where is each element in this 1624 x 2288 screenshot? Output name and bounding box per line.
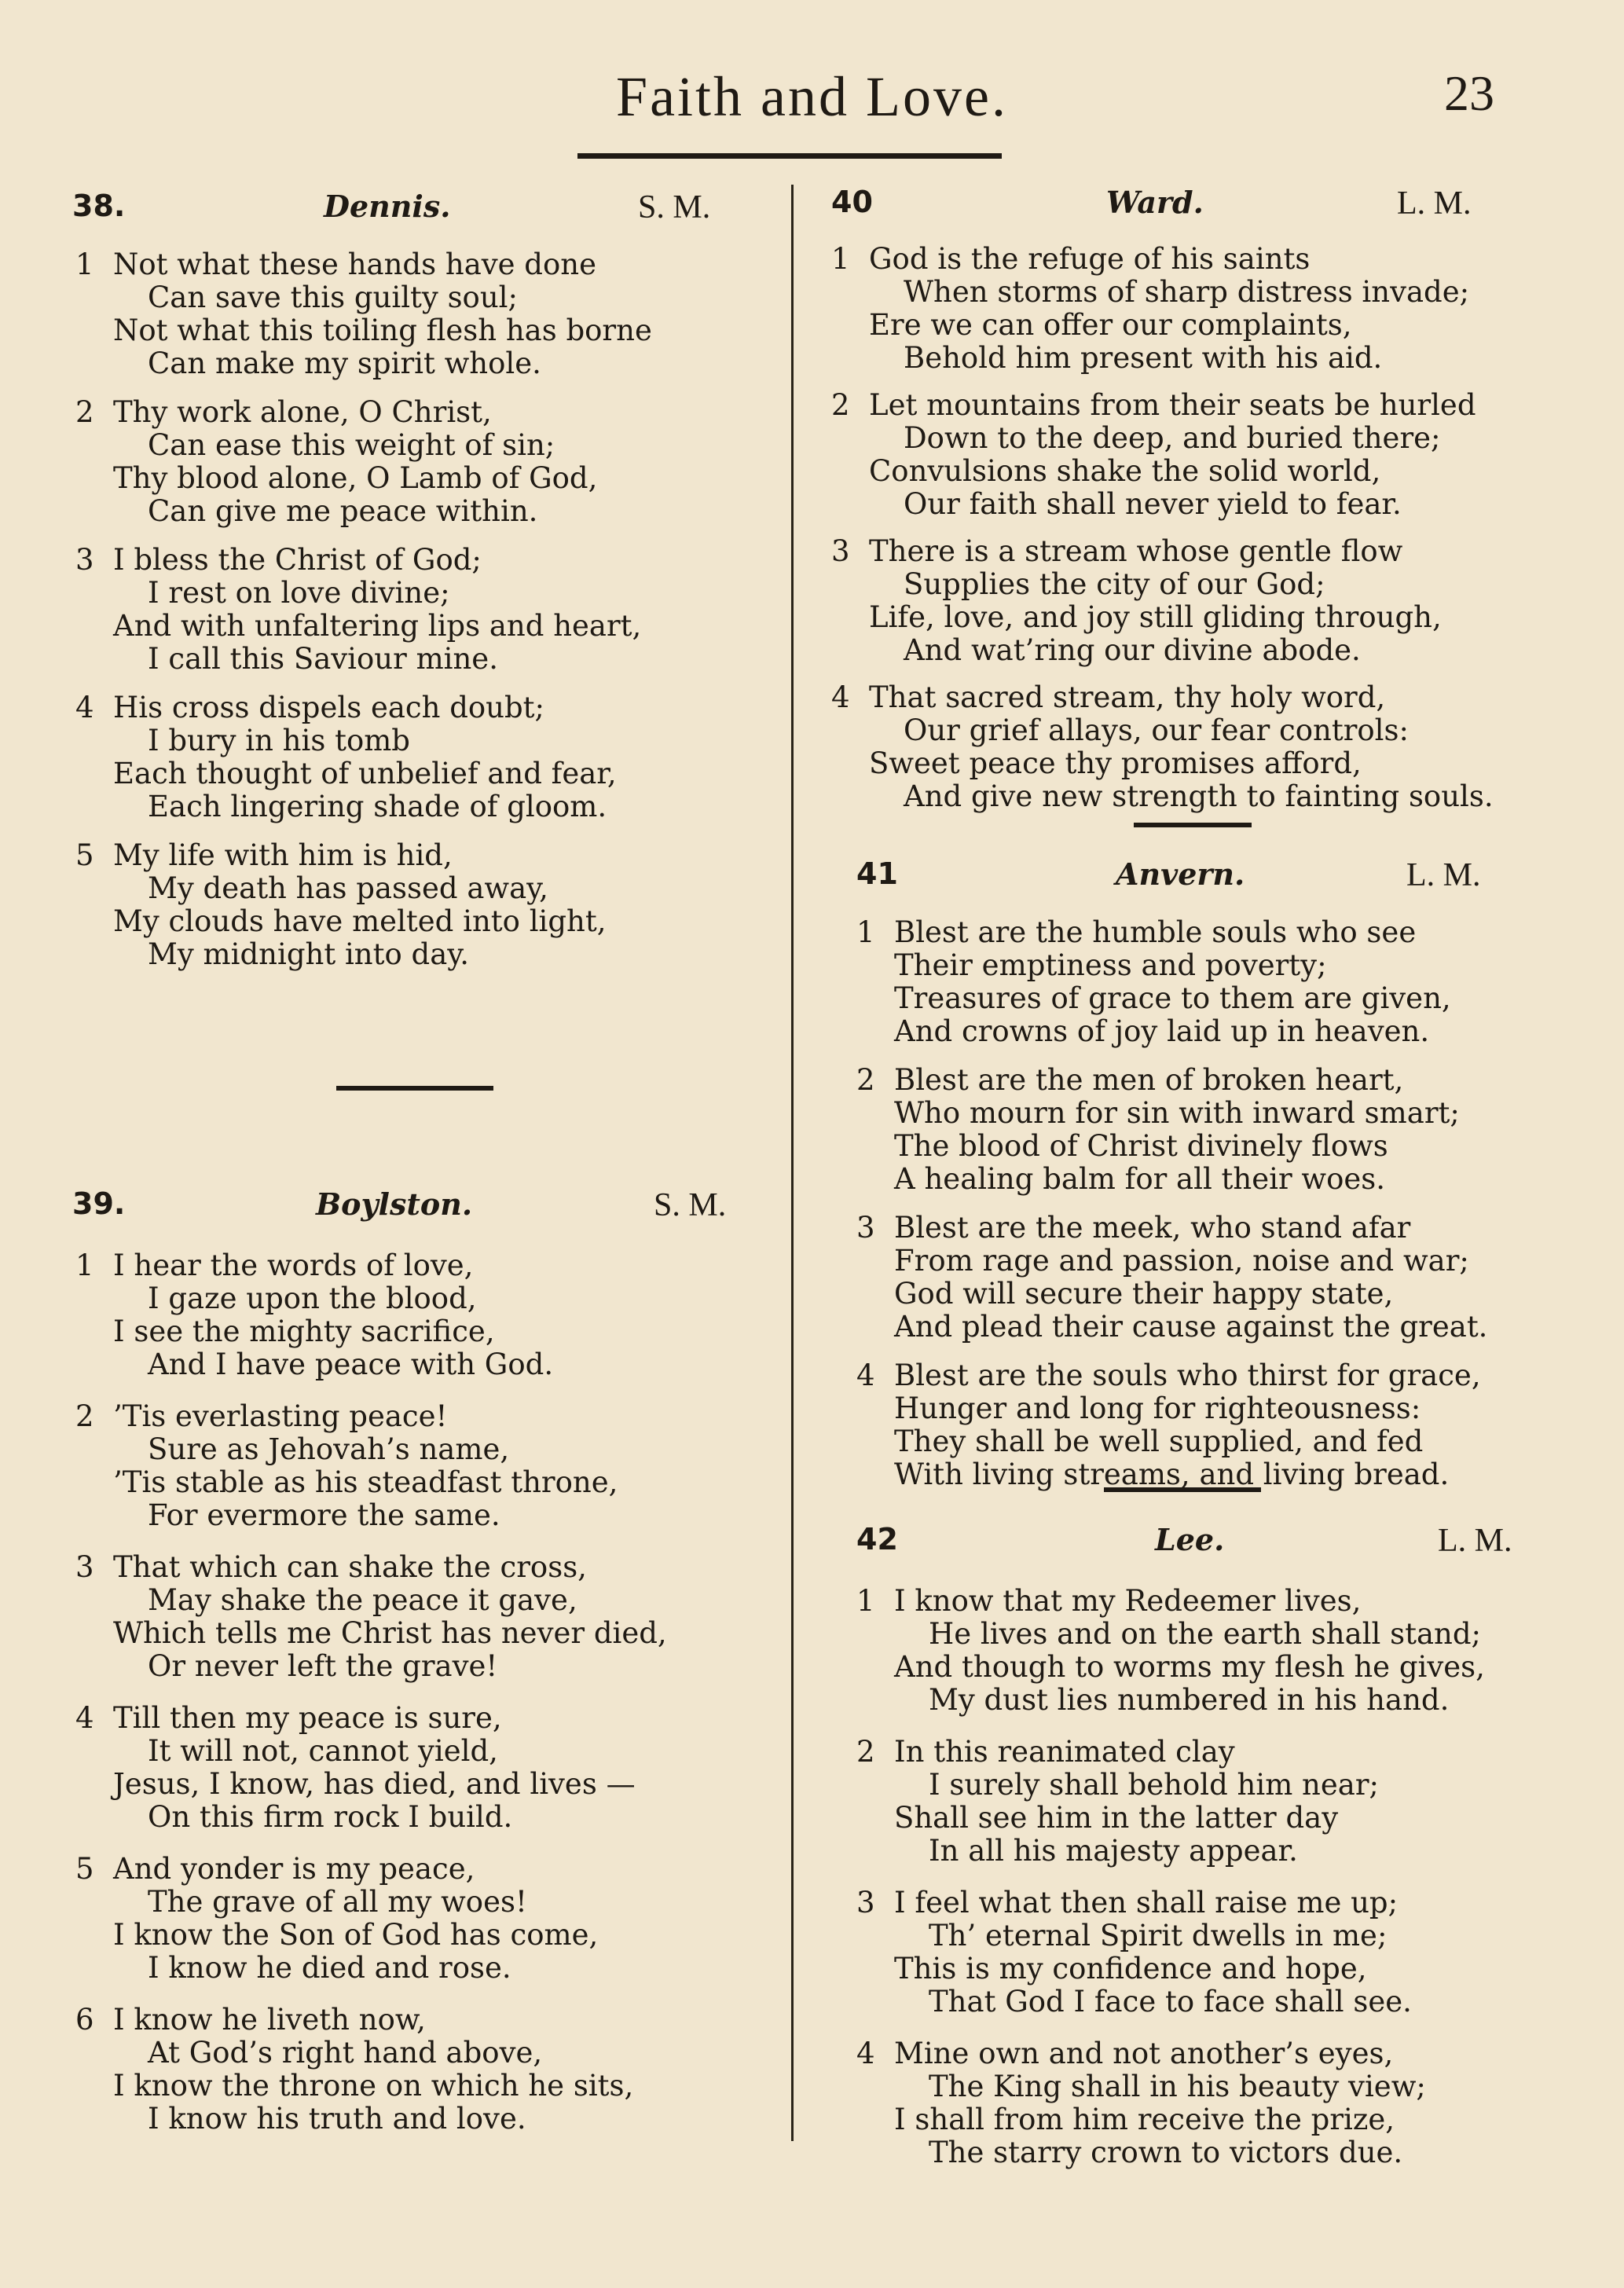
verse-text: There is a stream whose gentle flow [869,534,1403,568]
verse-text: I bless the Christ of God; [113,543,482,577]
verse-line [894,2103,1564,2136]
stanza [72,1249,764,1381]
verse-text: Thy work alone, O Christ, [113,395,492,429]
stanza-number: 3 [831,534,850,568]
verse-line [856,1735,1564,1769]
verse-line [894,1835,1564,1868]
verse-line [113,1584,764,1617]
verse-text: Who mourn for sin with inward smart; [894,1096,1460,1130]
verse-line [113,1801,764,1834]
stanza [72,691,748,823]
stanza-number: 6 [75,2003,94,2037]
verse-text: With living streams, and living bread. [894,1458,1450,1491]
verse-text: Or never left the grave! [148,1649,498,1683]
stanza [831,535,1538,667]
section-rule [1134,823,1252,827]
verse-line [869,747,1538,780]
stanza [72,396,748,528]
verse-line [113,1952,764,1985]
verse-text: Mine own and not another’s eyes, [894,2037,1394,2070]
verse-text: When storms of sharp distress invade; [904,275,1470,309]
verse-line [894,1802,1564,1835]
verse-text: I rest on love divine; [148,576,450,610]
tune-name: Dennis. [324,189,451,224]
verse-text: For evermore the same. [148,1498,500,1532]
verse-text: Sweet peace thy promises afford, [869,746,1362,780]
verse-line [75,1399,764,1433]
stanza-number: 2 [856,1735,875,1769]
verse-line [75,1550,764,1584]
verse-text: And with unfaltering lips and heart, [113,609,642,643]
verse-text: God is the refuge of his saints [869,242,1311,276]
stanza [856,1212,1564,1344]
stanza [856,1064,1564,1196]
hymn-number: 38. [72,189,126,223]
hymn-38 [72,189,748,971]
hymn-header [831,185,1538,229]
stanza-number: 3 [856,1211,875,1245]
verse-line [894,982,1564,1015]
verse-line [869,488,1538,521]
hymn-meter: L. M. [1397,185,1472,222]
verse-line [869,634,1538,667]
hymn-number: 39. [72,1186,126,1221]
verse-line [113,790,748,823]
verse-text: I hear the words of love, [113,1248,474,1282]
verse-text: Blest are the men of broken heart, [894,1063,1404,1097]
verse-line [113,2103,764,2136]
verse-line [113,1735,764,1768]
verse-text: The King shall in his beauty view; [929,2070,1426,2103]
verse-text: Can save this guilty soul; [148,280,518,314]
verse-text: Can give me peace within. [148,494,538,528]
verse-line [894,2136,1564,2169]
stanza-number: 4 [856,2037,875,2070]
stanza-number: 1 [75,248,94,281]
verse-line [856,915,1564,949]
verse-line [894,2070,1564,2103]
verse-line [75,1701,764,1735]
verse-text: Supplies the city of our God; [904,567,1325,601]
verse-line [856,2037,1564,2070]
verse-line [113,1499,764,1532]
verse-line [894,1245,1564,1278]
verse-line [113,2070,764,2103]
verse-text: Our grief allays, our fear controls: [904,713,1409,747]
section-rule [336,1086,493,1091]
verse-line [831,388,1538,422]
verse-text: Blest are the meek, who stand afar [894,1211,1411,1245]
verse-text: And wat’ring our divine abode. [904,633,1361,667]
verse-text: I know the Son of God has come, [113,1918,599,1952]
verse-line [894,1986,1564,2018]
stanza-number: 2 [75,1399,94,1433]
verse-line [113,2037,764,2070]
verse-text: Our faith shall never yield to fear. [904,487,1402,521]
hymn-meter: S. M. [654,1187,727,1223]
hymn-meter: L. M. [1406,857,1481,893]
hymn-header [72,1186,764,1230]
stanza-number: 2 [75,395,94,429]
verse-line [869,342,1538,375]
verse-text: I know he died and rose. [148,1951,511,1985]
verse-text: And yonder is my peace, [113,1852,475,1886]
stanza-number: 1 [856,915,875,949]
verse-text: In all his majesty appear. [929,1834,1298,1868]
verse-text: I feel what then shall raise me up; [894,1886,1399,1920]
stanza [72,1853,764,1985]
verse-text: That which can shake the cross, [113,1550,587,1584]
verse-line [113,724,748,757]
verse-text: I surely shall behold him near; [929,1768,1379,1802]
verse-text: Thy blood alone, O Lamb of God, [113,461,598,495]
hymn-header [856,856,1564,900]
verse-text: I know that my Redeemer lives, [894,1584,1362,1618]
hymn-39 [72,1186,764,2136]
verse-text: Till then my peace is sure, [113,1701,502,1735]
verse-line [113,1886,764,1919]
stanza-number: 1 [856,1584,875,1618]
stanza-number: 1 [75,1248,94,1282]
verse-line [894,1458,1564,1491]
verse-line [831,534,1538,568]
verse-line [75,1852,764,1886]
hymn-number: 41 [856,856,898,891]
verse-line [75,2003,764,2037]
page-number: 23 [1444,65,1494,121]
stanza-number: 3 [75,543,94,577]
stanza [856,1585,1564,1717]
verse-text: And give new strength to fainting souls. [904,779,1494,813]
tune-name: Anvern. [1116,856,1245,892]
verse-text: I bury in his tomb [148,724,410,757]
verse-text: Not what these hands have done [113,248,596,281]
stanza [831,243,1538,375]
verse-line [75,691,748,724]
verse-line [113,643,748,676]
verse-text: It will not, cannot yield, [148,1734,498,1768]
verse-text: Can ease this weight of sin; [148,428,555,462]
hymn-meter: S. M. [638,189,711,226]
header-rule [577,153,1002,159]
verse-text: My midnight into day. [148,937,470,971]
verse-line [113,1433,764,1466]
verse-text: And I have peace with God. [148,1348,554,1381]
verse-line [894,1130,1564,1163]
verse-line [856,1211,1564,1245]
verse-line [894,1015,1564,1048]
stanza-number: 5 [75,838,94,872]
verse-line [113,577,748,610]
verse-text: I know he liveth now, [113,2003,426,2037]
verse-text: Treasures of grace to them are given, [894,981,1451,1015]
verse-line [869,780,1538,813]
stanza [72,1551,764,1683]
hymn-41 [856,856,1564,1491]
tune-name: Lee. [1155,1522,1225,1557]
stanza-number: 3 [856,1886,875,1920]
verse-text: Let mountains from their seats be hurled [869,388,1476,422]
verse-line [113,1650,764,1683]
verse-line [113,1348,764,1381]
stanza-number: 2 [831,388,850,422]
verse-line [113,905,748,938]
column-divider [791,185,794,2141]
verse-line [894,1684,1564,1717]
stanza-number: 4 [831,680,850,714]
verse-text: He lives and on the earth shall stand; [929,1617,1481,1651]
verse-text: Th’ eternal Spirit dwells in me; [929,1919,1388,1952]
stanza [72,2004,764,2136]
verse-text: And though to worms my flesh he gives, [894,1650,1485,1684]
hymn-42 [856,1522,1564,2169]
stanza [831,389,1538,521]
verse-text: I call this Saviour mine. [148,642,498,676]
verse-line [894,1311,1564,1344]
stanza [856,916,1564,1048]
stanza [72,544,748,676]
verse-line [75,838,748,872]
verse-line [113,938,748,971]
verse-text: Their emptiness and poverty; [894,948,1327,982]
hymn-meter: L. M. [1438,1523,1512,1559]
stanza-number: 4 [75,691,94,724]
stanza [856,1736,1564,1868]
tune-name: Ward. [1106,185,1204,220]
verse-line [894,1392,1564,1425]
verse-line [869,276,1538,309]
verse-line [894,1618,1564,1651]
verse-text: Which tells me Christ has never died, [113,1616,667,1650]
hymn-header [856,1522,1564,1566]
verse-line [113,314,748,347]
stanza-number: 3 [75,1550,94,1584]
verse-line [113,1617,764,1650]
verse-text: That God I face to face shall see. [929,1985,1412,2018]
stanza-number: 1 [831,242,850,276]
hymn-40 [831,185,1538,813]
verse-line [75,248,748,281]
verse-line [856,1584,1564,1618]
verse-line [856,1063,1564,1097]
verse-text: Behold him present with his aid. [904,341,1383,375]
verse-text: At God’s right hand above, [148,2036,543,2070]
verse-line [113,281,748,314]
verse-line [831,242,1538,276]
stanza [856,1359,1564,1491]
verse-text: Not what this toiling flesh has borne [113,314,652,347]
verse-text: ’Tis stable as his steadfast throne, [113,1465,618,1499]
verse-text: Each lingering shade of gloom. [148,790,607,823]
verse-line [75,395,748,429]
verse-line [894,1920,1564,1952]
verse-text: On this firm rock I build. [148,1800,513,1834]
verse-line [113,495,748,528]
verse-line [894,1097,1564,1130]
stanza [72,248,748,380]
verse-line [75,543,748,577]
verse-text: I gaze upon the blood, [148,1282,477,1315]
verse-text: Convulsions shake the solid world, [869,454,1381,488]
verse-text: My life with him is hid, [113,838,453,872]
verse-text: The blood of Christ divinely flows [894,1129,1388,1163]
verse-line [894,1278,1564,1311]
verse-text: My death has passed away, [148,871,548,905]
verse-text: My dust lies numbered in his hand. [929,1683,1450,1717]
verse-text: ’Tis everlasting peace! [113,1399,448,1433]
verse-line [869,714,1538,747]
verse-line [113,757,748,790]
verse-line [113,872,748,905]
hymn-header [72,189,748,233]
stanza-number: 4 [75,1701,94,1735]
verse-text: A healing balm for all their woes. [894,1162,1386,1196]
verse-line [113,1282,764,1315]
stanza [72,839,748,971]
verse-line [113,347,748,380]
hymn-number: 40 [831,185,873,219]
verse-text: They shall be well supplied, and fed [894,1424,1424,1458]
verse-text: Life, love, and joy still gliding through, [869,600,1442,634]
verse-text: I see the mighty sacrifice, [113,1314,495,1348]
verse-line [894,1163,1564,1196]
verse-line [869,309,1538,342]
verse-text: Jesus, I know, has died, and lives — [113,1767,636,1801]
verse-text: My clouds have melted into light, [113,904,607,938]
verse-text: Blest are the humble souls who see [894,915,1417,949]
verse-text: That sacred stream, thy holy word, [869,680,1386,714]
verse-line [113,1768,764,1801]
hymn-number: 42 [856,1522,898,1556]
verse-text: And plead their cause against the great. [894,1310,1488,1344]
verse-text: In this reanimated clay [894,1735,1235,1769]
verse-text: Can make my spirit whole. [148,346,541,380]
verse-text: Ere we can offer our complaints, [869,308,1352,342]
verse-text: I know his truth and love. [148,2102,526,2136]
verse-line [894,1952,1564,1986]
verse-line [113,1919,764,1952]
verse-line [113,429,748,462]
stanza [856,1886,1564,2018]
verse-line [856,1358,1564,1392]
stanza [831,681,1538,813]
verse-text: Down to the deep, and buried there; [904,421,1441,455]
verse-text: May shake the peace it gave, [148,1583,577,1617]
stanza [72,1702,764,1834]
verse-text: I shall from him receive the prize, [894,2103,1395,2136]
tune-name: Boylston. [316,1186,473,1222]
verse-text: His cross dispels each doubt; [113,691,545,724]
verse-text: Sure as Jehovah’s name, [148,1432,510,1466]
verse-text: This is my confidence and hope, [894,1952,1367,1986]
stanza-number: 2 [856,1063,875,1097]
verse-line [113,1315,764,1348]
verse-line [856,1886,1564,1920]
verse-text: From rage and passion, noise and war; [894,1244,1469,1278]
verse-line [894,949,1564,982]
verse-text: I know the throne on which he sits, [113,2069,634,2103]
verse-line [894,1651,1564,1684]
verse-text: The starry crown to victors due. [929,2136,1403,2169]
verse-line [869,422,1538,455]
verse-text: Shall see him in the latter day [894,1801,1339,1835]
verse-line [894,1425,1564,1458]
verse-line [869,601,1538,634]
verse-line [113,462,748,495]
verse-line [831,680,1538,714]
verse-line [894,1769,1564,1802]
verse-text: God will secure their happy state, [894,1277,1394,1311]
stanza [72,1400,764,1532]
verse-text: The grave of all my woes! [148,1885,527,1919]
verse-text: And crowns of joy laid up in heaven. [894,1014,1430,1048]
stanza-number: 5 [75,1852,94,1886]
verse-line [869,455,1538,488]
verse-line [113,610,748,643]
stanza-number: 4 [856,1358,875,1392]
stanza [856,2037,1564,2169]
verse-line [75,1248,764,1282]
verse-line [113,1466,764,1499]
verse-line [869,568,1538,601]
verse-text: Blest are the souls who thirst for grace, [894,1358,1481,1392]
verse-text: Hunger and long for righteousness: [894,1392,1421,1425]
verse-text: Each thought of unbelief and fear, [113,757,617,790]
page-title: Faith and Love. [616,65,1008,128]
